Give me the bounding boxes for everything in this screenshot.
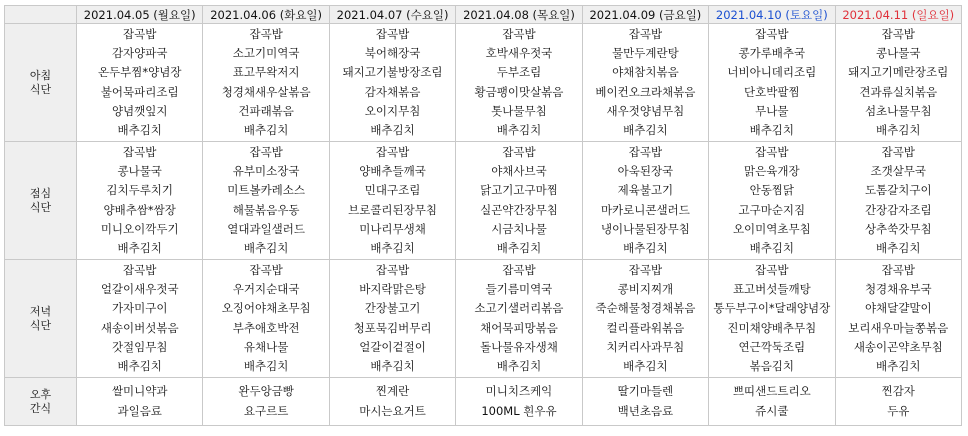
menu-item: 잡곡밥 xyxy=(628,144,663,159)
menu-item: 연근깍둑조림 xyxy=(738,339,806,354)
meal-label-text: 간식 xyxy=(29,401,52,415)
menu-item: 불어묵파리조림 xyxy=(100,84,179,99)
menu-item: 야채달걀말이 xyxy=(864,301,932,316)
menu-item: 잡곡밥 xyxy=(123,144,157,159)
date-header-row xyxy=(5,6,962,24)
menu-item: 섬초나물무침 xyxy=(864,103,932,118)
menu-item: 배추김치 xyxy=(496,122,542,137)
menu-item: 소고기샐러리볶음 xyxy=(474,301,564,316)
menu-item: 톳나물무침 xyxy=(491,103,547,118)
menu-cell xyxy=(329,260,455,378)
meal-label-text: 저녁 xyxy=(29,304,52,318)
meal-label xyxy=(5,142,77,260)
menu-item: 감자채볶음 xyxy=(364,84,421,99)
menu-item: 잡곡밥 xyxy=(628,262,663,277)
menu-item: 배추김치 xyxy=(370,122,415,137)
meal-label xyxy=(5,260,77,378)
menu-item: 배추김치 xyxy=(117,358,162,373)
menu-item: 황금팽이맛살볶음 xyxy=(474,84,564,99)
menu-item: 배추김치 xyxy=(749,122,795,137)
menu-cell xyxy=(203,24,329,142)
menu-item: 가자미구이 xyxy=(111,301,168,316)
menu-item: 바지락맑은탕 xyxy=(359,282,426,297)
corner-header xyxy=(5,6,77,24)
menu-cell xyxy=(456,378,582,426)
menu-item: 콩나물국 xyxy=(876,46,921,61)
menu-item: 배추김치 xyxy=(243,122,289,137)
menu-item: 잡곡밥 xyxy=(249,26,283,41)
menu-item: 잡곡밥 xyxy=(628,26,663,41)
meal-label xyxy=(5,378,77,426)
menu-item: 채어묵피망볶음 xyxy=(480,320,558,335)
menu-item: 얼갈이겉절이 xyxy=(359,339,426,354)
menu-cell xyxy=(582,24,708,142)
meal-label xyxy=(5,24,77,142)
menu-item: 잡곡밥 xyxy=(881,262,915,277)
menu-item: 냉이나물된장무침 xyxy=(600,221,690,236)
menu-cell xyxy=(709,24,835,142)
menu-item: 고구마순지짐 xyxy=(738,202,806,217)
menu-item: 잡곡밥 xyxy=(755,144,789,159)
menu-item: 북어해장국 xyxy=(364,46,421,61)
menu-item: 쌀미니약과 xyxy=(111,384,168,399)
menu-item: 배추김치 xyxy=(876,358,921,373)
meal-label-text: 식단 xyxy=(29,82,52,96)
menu-cell xyxy=(709,260,835,378)
menu-item: 간장감자조림 xyxy=(864,202,932,217)
menu-item: 배추김치 xyxy=(117,240,162,255)
meal-label-text: 식단 xyxy=(29,318,52,332)
day-header-6: 2021.04.11 (일요일) xyxy=(835,6,961,24)
menu-item: 두부조림 xyxy=(496,65,542,80)
menu-item: 김치두루치기 xyxy=(106,183,174,198)
weekly-meal-table xyxy=(4,5,962,426)
menu-item: 야채참치볶음 xyxy=(612,65,679,80)
meal-label-text: 아침 xyxy=(29,68,52,82)
menu-item: 새송이버섯볶음 xyxy=(100,320,179,335)
menu-item: 건파래볶음 xyxy=(238,103,294,118)
menu-item: 소고기미역국 xyxy=(232,46,300,61)
menu-item: 야채사브국 xyxy=(491,164,547,179)
menu-item: 미니치즈케익 xyxy=(485,384,553,399)
menu-item: 양념깻잎지 xyxy=(111,103,168,118)
menu-item: 미나리무생채 xyxy=(359,221,426,236)
menu-item: 양배추쌈*쌈장 xyxy=(103,202,176,217)
menu-item: 청경채유부국 xyxy=(864,282,932,297)
menu-item: 닭고기고구마찜 xyxy=(480,183,558,198)
menu-item: 잡곡밥 xyxy=(502,144,536,159)
menu-item: 유부미소장국 xyxy=(232,164,300,179)
menu-cell xyxy=(835,378,961,426)
menu-cell xyxy=(77,24,203,142)
menu-item: 배추김치 xyxy=(243,240,289,255)
menu-cell xyxy=(456,24,582,142)
menu-item: 온두부찜*양념장 xyxy=(97,65,182,80)
menu-item: 배추김치 xyxy=(623,122,668,137)
menu-item: 콩가루배추국 xyxy=(738,46,806,61)
meal-row-breakfast xyxy=(5,24,962,142)
menu-item: 과일음료 xyxy=(117,403,162,418)
menu-item: 배추김치 xyxy=(623,358,668,373)
menu-item: 너비아니데리조림 xyxy=(727,65,817,80)
menu-item: 잡곡밥 xyxy=(755,262,789,277)
menu-item: 청포묵김버무리 xyxy=(353,320,432,335)
menu-item: 감자양파국 xyxy=(111,46,168,61)
menu-item: 마카로니콘샐러드 xyxy=(600,202,690,217)
menu-cell xyxy=(835,142,961,260)
meal-label-text: 점심 xyxy=(29,186,52,200)
menu-item: 통두부구이*달래양념장 xyxy=(713,301,831,316)
menu-item: 오이미역초무침 xyxy=(732,221,811,236)
menu-item: 실곤약간장무침 xyxy=(480,202,558,217)
menu-item: 두유 xyxy=(887,403,910,418)
menu-cell xyxy=(456,142,582,260)
menu-item: 호박새우젓국 xyxy=(485,46,553,61)
menu-item: 조갯살무국 xyxy=(870,164,927,179)
menu-item: 배추김치 xyxy=(496,358,542,373)
menu-item: 죽순해물청경채볶음 xyxy=(595,301,696,316)
menu-cell xyxy=(582,260,708,378)
menu-item: 안동찜닭 xyxy=(749,183,795,198)
menu-item: 배추김치 xyxy=(243,358,289,373)
menu-item: 잡곡밥 xyxy=(249,144,283,159)
menu-item: 민대구조림 xyxy=(364,183,421,198)
menu-item: 딸기마들렌 xyxy=(617,384,674,399)
menu-item: 견과류실치볶음 xyxy=(859,84,938,99)
menu-item: 갓절임무침 xyxy=(111,339,168,354)
menu-item: 얼갈이새우젓국 xyxy=(100,282,179,297)
menu-cell xyxy=(329,142,455,260)
menu-item: 표고버섯들깨탕 xyxy=(732,282,811,297)
menu-cell xyxy=(77,378,203,426)
menu-item: 맑은육개장 xyxy=(744,164,800,179)
menu-item: 컬리플라워볶음 xyxy=(606,320,685,335)
menu-item: 잡곡밥 xyxy=(502,26,536,41)
menu-cell xyxy=(709,142,835,260)
day-header-3: 2021.04.08 (목요일) xyxy=(456,6,582,24)
meal-label-text: 오후 xyxy=(29,387,52,401)
menu-item: 배추김치 xyxy=(749,240,795,255)
menu-item: 잡곡밥 xyxy=(375,144,410,159)
menu-item: 도톰갈치구이 xyxy=(864,183,932,198)
menu-item: 물만두계란탕 xyxy=(612,46,679,61)
menu-item: 부추애호박전 xyxy=(232,320,300,335)
menu-item: 완두앙금빵 xyxy=(238,384,294,399)
menu-item: 상추쑥갓무침 xyxy=(864,221,932,236)
menu-cell xyxy=(77,260,203,378)
menu-item: 배추김치 xyxy=(876,122,921,137)
menu-cell xyxy=(582,378,708,426)
menu-item: 콩비지찌개 xyxy=(617,282,674,297)
day-header-4: 2021.04.09 (금요일) xyxy=(582,6,708,24)
menu-item: 표고무왁저지 xyxy=(232,65,300,80)
menu-cell xyxy=(582,142,708,260)
menu-item: 우거지순대국 xyxy=(232,282,300,297)
menu-item: 시금치나물 xyxy=(491,221,547,236)
menu-item: 잡곡밥 xyxy=(502,262,536,277)
menu-item: 치커리사과무침 xyxy=(606,339,685,354)
menu-cell xyxy=(203,142,329,260)
menu-cell xyxy=(77,142,203,260)
menu-item: 미트볼카레소스 xyxy=(227,183,306,198)
menu-item: 양배추들깨국 xyxy=(359,164,426,179)
menu-item: 열대과일샐러드 xyxy=(227,221,306,236)
menu-cell xyxy=(456,260,582,378)
menu-item: 배추김치 xyxy=(370,240,415,255)
menu-item: 배추김치 xyxy=(117,122,162,137)
menu-item: 볶음김치 xyxy=(749,358,795,373)
menu-item: 미니오이깍두기 xyxy=(100,221,179,236)
menu-item: 100ML 흰우유 xyxy=(481,403,557,418)
menu-item: 오징어야채초무침 xyxy=(221,301,311,316)
menu-item: 잡곡밥 xyxy=(249,262,283,277)
menu-cell xyxy=(203,260,329,378)
menu-item: 베이컨오크라채볶음 xyxy=(595,84,696,99)
menu-cell xyxy=(329,24,455,142)
menu-item: 배추김치 xyxy=(876,240,921,255)
menu-item: 배추김치 xyxy=(623,240,668,255)
meal-row-dinner xyxy=(5,260,962,378)
menu-item: 간장불고기 xyxy=(364,301,421,316)
menu-item: 쁘띠샌드트리오 xyxy=(732,384,811,399)
menu-cell xyxy=(203,378,329,426)
menu-item: 새우젓양념무침 xyxy=(606,103,685,118)
menu-item: 찐감자 xyxy=(881,384,915,399)
menu-item: 잡곡밥 xyxy=(375,262,410,277)
menu-item: 잡곡밥 xyxy=(881,144,915,159)
menu-item: 잡곡밥 xyxy=(375,26,410,41)
menu-item: 잡곡밥 xyxy=(881,26,915,41)
menu-cell xyxy=(835,24,961,142)
menu-item: 잡곡밥 xyxy=(123,26,157,41)
menu-item: 브로콜리된장무침 xyxy=(348,202,437,217)
day-header-5: 2021.04.10 (토요일) xyxy=(709,6,835,24)
menu-item: 무나물 xyxy=(755,103,789,118)
day-header-2: 2021.04.07 (수요일) xyxy=(329,6,455,24)
menu-item: 콩나물국 xyxy=(117,164,162,179)
menu-item: 단호박팔찜 xyxy=(744,84,800,99)
menu-cell xyxy=(709,378,835,426)
menu-item: 유채나물 xyxy=(243,339,289,354)
menu-item: 잡곡밥 xyxy=(123,262,157,277)
menu-item: 백년초음료 xyxy=(617,403,674,418)
meal-label-text: 식단 xyxy=(29,200,52,214)
menu-item: 찐계란 xyxy=(375,384,410,399)
menu-item: 배추김치 xyxy=(370,358,415,373)
menu-item: 배추김치 xyxy=(496,240,542,255)
day-header-1: 2021.04.06 (화요일) xyxy=(203,6,329,24)
menu-item: 쥬시쿨 xyxy=(755,403,789,418)
menu-item: 오이지무침 xyxy=(364,103,421,118)
menu-item: 요구르트 xyxy=(243,403,289,418)
menu-cell xyxy=(835,260,961,378)
menu-item: 들기름미역국 xyxy=(485,282,553,297)
meal-row-snack xyxy=(5,378,962,426)
day-header-0: 2021.04.05 (월요일) xyxy=(77,6,203,24)
menu-item: 청경채새우살볶음 xyxy=(221,84,311,99)
menu-item: 돼지고기메란장조림 xyxy=(848,65,949,80)
menu-item: 보리새우마늘쫑볶음 xyxy=(848,320,949,335)
menu-item: 잡곡밥 xyxy=(755,26,789,41)
menu-cell xyxy=(329,378,455,426)
menu-item: 돌나물유자생채 xyxy=(480,339,558,354)
menu-item: 진미채양배추무침 xyxy=(727,320,817,335)
menu-item: 제육불고기 xyxy=(617,183,674,198)
menu-item: 아욱된장국 xyxy=(617,164,674,179)
menu-item: 마시는요거트 xyxy=(359,403,426,418)
menu-item: 해물볶음우동 xyxy=(232,202,300,217)
meal-row-lunch xyxy=(5,142,962,260)
menu-item: 돼지고기불방장조림 xyxy=(342,65,443,80)
menu-item: 새송이곤약초무침 xyxy=(853,339,943,354)
